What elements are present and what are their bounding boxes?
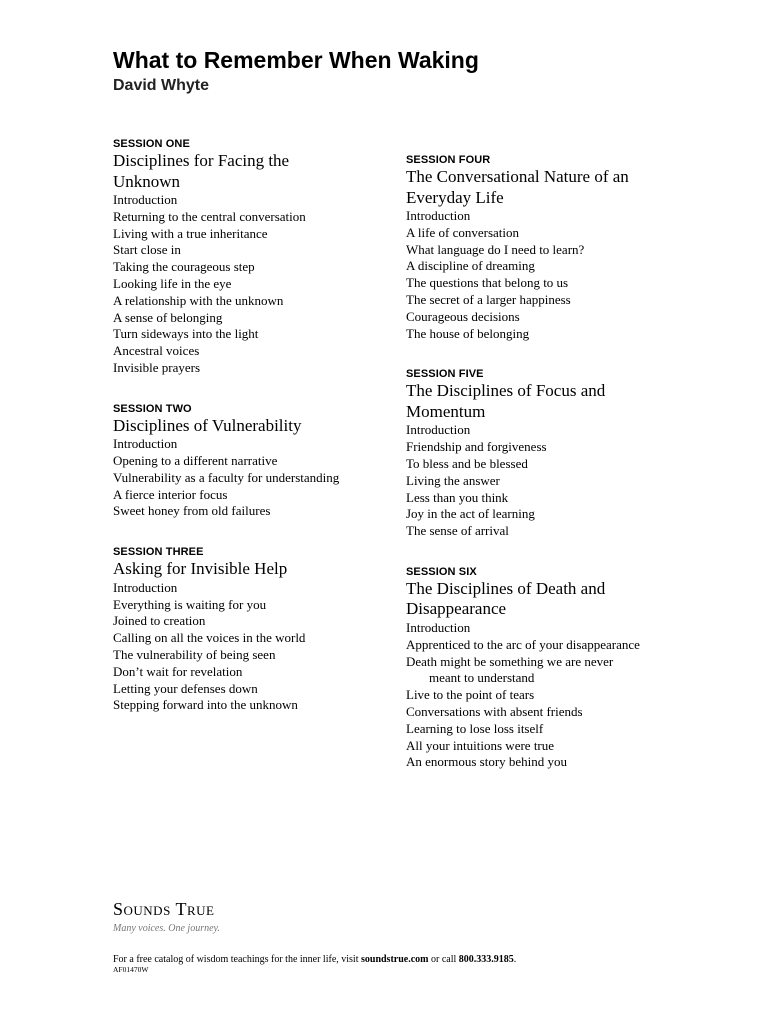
session-item-list: [406, 208, 706, 342]
list-item: Opening to a different narrative: [113, 453, 278, 469]
list-item: The questions that belong to us: [406, 275, 569, 291]
session-title: The Disciplines of Focus and Momentum: [406, 381, 606, 421]
list-item: Introduction: [113, 579, 178, 595]
period-text: .: [513, 954, 517, 965]
list-item: Sweet honey from old failures: [113, 503, 271, 519]
list-item: Turn sideways into the light: [113, 326, 259, 342]
session-label: SESSION TWO: [113, 402, 192, 415]
list-item: Invisible prayers: [113, 359, 201, 375]
list-item: Conversations with absent friends: [406, 703, 583, 719]
session-title: The Conversational Nature of an Everyday Life: [406, 167, 629, 207]
list-item: The secret of a larger happiness: [406, 291, 571, 307]
website-link[interactable]: soundstrue.com: [360, 954, 429, 965]
session-title: Disciplines for Facing the Unknown: [113, 151, 290, 191]
session-label: SESSION FOUR: [406, 154, 491, 166]
session-two: [113, 402, 413, 520]
list-item: Living the answer: [406, 472, 500, 488]
list-item: Introduction: [406, 619, 471, 635]
list-item: All your intuitions were true: [406, 737, 555, 753]
list-item: Joy in the act of learning: [406, 506, 535, 522]
list-item: Joined to creation: [113, 613, 206, 629]
list-item: Introduction: [113, 436, 178, 452]
list-item: Stepping forward into the unknown: [113, 697, 298, 713]
list-item: Don’t wait for revelation: [113, 663, 243, 679]
list-item-text: Death might be something we are never: [406, 653, 614, 669]
list-item: [406, 654, 706, 688]
catalog-notice: [113, 954, 516, 966]
list-item: Looking life in the eye: [113, 275, 232, 291]
session-three: [113, 545, 413, 714]
or-call-text: or call: [428, 954, 459, 965]
list-item: The house of belonging: [406, 325, 530, 341]
right-column: [406, 153, 706, 796]
session-label: SESSION ONE: [113, 138, 190, 150]
left-column: [113, 137, 413, 739]
document-title: What to Remember When Waking: [113, 47, 479, 73]
list-item: Letting your defenses down: [113, 680, 258, 696]
list-item: Vulnerability as a faculty for understanding: [113, 469, 340, 485]
list-item: Courageous decisions: [406, 308, 520, 324]
list-item: An enormous story behind you: [406, 754, 568, 770]
session-six: [406, 565, 706, 771]
session-four: [406, 153, 706, 342]
list-item: Introduction: [113, 192, 178, 207]
session-item-list: [406, 620, 706, 771]
catalog-text: For a free catalog of wisdom teachings for the inner life, visit: [113, 954, 361, 965]
list-item: Returning to the central conversation: [113, 208, 306, 224]
list-item: To bless and be blessed: [406, 455, 528, 471]
list-item: The sense of arrival: [406, 523, 509, 539]
list-item: Calling on all the voices in the world: [113, 630, 306, 646]
session-item-list: [113, 436, 413, 520]
list-item: Learning to lose loss itself: [406, 720, 544, 736]
list-item: Apprenticed to the arc of your disappearance: [406, 636, 640, 652]
session-label: SESSION FIVE: [406, 368, 484, 381]
list-item: Live to the point of tears: [406, 687, 535, 703]
list-item: What language do I need to learn?: [406, 241, 585, 257]
session-one: [113, 137, 413, 377]
list-item: A discipline of dreaming: [406, 258, 535, 274]
list-item: A life of conversation: [406, 224, 519, 240]
list-item: Living with a true inheritance: [113, 225, 268, 241]
session-item-list: [113, 580, 413, 714]
list-item-continuation: meant to understand: [429, 670, 535, 686]
author-name: David Whyte: [113, 77, 210, 94]
list-item: Start close in: [113, 242, 181, 258]
publisher-tagline: Many voices. One journey.: [113, 923, 220, 934]
session-title: Asking for Invisible Help: [113, 559, 288, 579]
session-item-list: [406, 422, 706, 540]
session-title: Disciplines of Vulnerability: [113, 415, 302, 435]
list-item: The vulnerability of being seen: [113, 646, 276, 662]
list-item: Less than you think: [406, 489, 509, 505]
list-item: A relationship with the unknown: [113, 292, 284, 308]
session-label: SESSION SIX: [406, 565, 477, 578]
list-item: Everything is waiting for you: [113, 596, 267, 612]
list-item: Introduction: [406, 208, 471, 223]
product-code: AF01470W: [113, 965, 149, 974]
session-title: The Disciplines of Death and Disappearance: [406, 578, 606, 619]
publisher-logo: Sounds True: [113, 899, 215, 919]
list-item: A sense of belonging: [113, 309, 223, 325]
list-item: Ancestral voices: [113, 343, 200, 359]
list-item: Introduction: [406, 422, 471, 438]
phone-number: 800.333.9185: [458, 954, 514, 965]
list-item: Friendship and forgiveness: [406, 439, 547, 455]
list-item: Taking the courageous step: [113, 259, 255, 275]
session-item-list: [113, 192, 413, 377]
session-label: SESSION THREE: [113, 546, 204, 559]
list-item: A fierce interior focus: [113, 486, 228, 502]
session-five: [406, 367, 706, 540]
